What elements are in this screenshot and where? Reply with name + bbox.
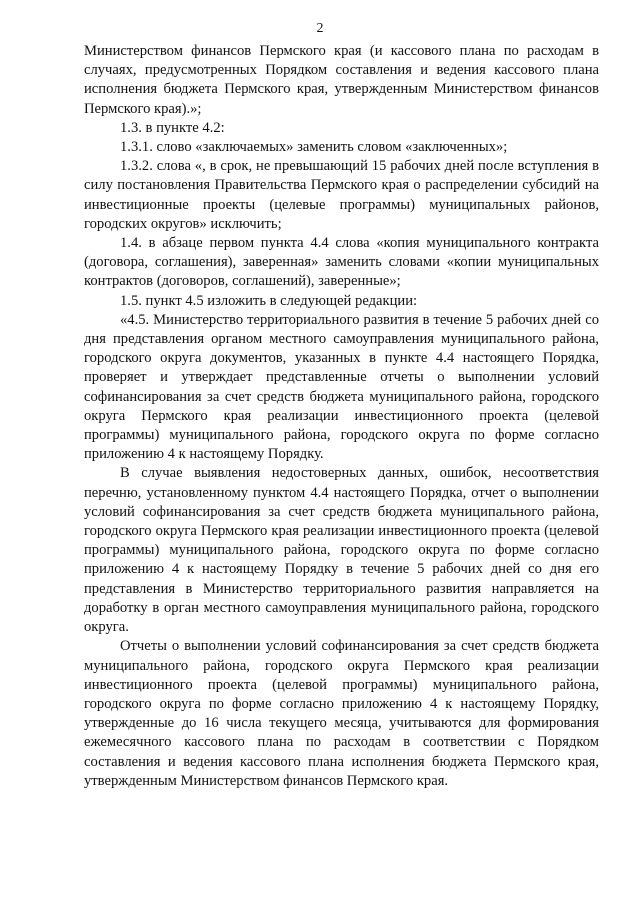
paragraph: Министерством финансов Пермского края (и кассового плана по расходам в случаях, предусмотренных Порядком составления и ведения кассового плана исполнения бюджета Пермского края, утвержденным Министерством финансов Пермского края).»; bbox=[84, 43, 599, 117]
paragraph: 1.5. пункт 4.5 изложить в следующей редакции: bbox=[120, 292, 418, 309]
paragraph: 1.4. в абзаце первом пункта 4.4 слова «копия муниципального контракта (договора, соглашения), заверенная» заменить словами «копии муниципальных контрактов (договоров, соглашений), заверенные»; bbox=[84, 235, 599, 290]
paragraph: 1.3. в пункте 4.2: bbox=[120, 119, 225, 136]
paragraph: В случае выявления недостоверных данных, ошибок, несоответствия перечню, установленному пунктом 4.4 настоящего Порядка, отчет о выполнении условий софинансирования за счет средств бюджета муниципального района, городского округа Пермского края реализации инвестиционного проекта (целевой программы) муниципального района, городского округа по форме согласно приложению 4 к настоящему Порядку в течение 5 рабочих дней со дня его представления в Министерство территориального развития направляется на доработку в орган местного самоуправления муниципального района, городского округа. bbox=[84, 465, 599, 636]
paragraph: 1.3.1. слово «заключаемых» заменить словом «заключенных»; bbox=[120, 139, 508, 156]
paragraph: 1.3.2. слова «, в срок, не превышающий 15 рабочих дней после вступления в силу постановления Правительства Пермского края о распределении субсидий на инвестиционные проекты (целевые программы) муниципальных районов, городских округов» исключить; bbox=[84, 158, 599, 232]
page-number: 2 bbox=[316, 21, 324, 36]
paragraph: «4.5. Министерство территориального развития в течение 5 рабочих дней со дня представления органом местного самоуправления муниципального района, городского округа документов, указанных в пункте 4.4 настоящего Порядка, проверяет и утверждает представленные отчеты о выполнении условий софинансирования за счет средств бюджета муниципального района, городского округа Пермского края реализации инвестиционного проекта (целевой программы) муниципального района, городского округа по форме согласно приложению 4 к настоящему Порядку. bbox=[84, 311, 599, 463]
document-body bbox=[84, 42, 599, 791]
paragraph: Отчеты о выполнении условий софинансирования за счет средств бюджета муниципального района, городского округа Пермского края реализации инвестиционного проекта (целевой программы) муниципального района, городского округа по форме согласно приложению 4 к настоящему Порядку, утвержденные до 16 числа текущего месяца, учитываются для формирования ежемесячного кассового плана по расходам в соответствии с Порядком составления и ведения кассового плана исполнения бюджета Пермского края, утвержденным Министерством финансов Пермского края. bbox=[84, 638, 599, 789]
